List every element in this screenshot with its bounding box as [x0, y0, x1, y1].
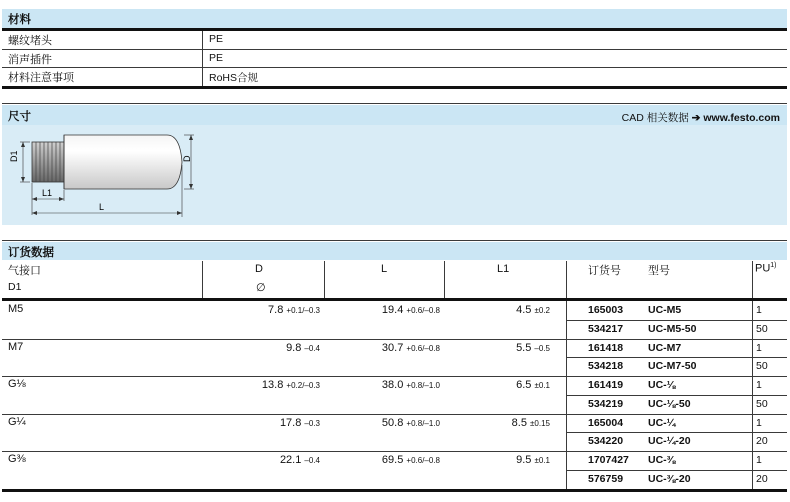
- dimension-drawing-area: [2, 125, 787, 225]
- divider: [2, 298, 787, 301]
- thread-length-value: 8.5 ±0.15: [511, 416, 550, 429]
- column-divider: [566, 451, 567, 489]
- type-code: UC-⅛: [648, 379, 676, 391]
- type-code: UC-M5: [648, 304, 682, 316]
- diameter-value: 9.8 –0.4: [286, 341, 320, 354]
- material-label: 螺纹堵头: [8, 35, 52, 47]
- column-divider: [566, 301, 567, 339]
- pack-unit: 20: [756, 435, 768, 447]
- cad-text: CAD 相关数据: [621, 112, 689, 124]
- divider: [2, 28, 787, 31]
- divider: [2, 414, 787, 415]
- type-code: UC-¼-20: [648, 435, 691, 447]
- column-divider: [566, 261, 567, 298]
- diameter-value: 17.8 –0.3: [279, 416, 320, 429]
- column-header-l1: L1: [497, 263, 510, 275]
- divider: [566, 320, 787, 321]
- column-divider: [324, 261, 325, 298]
- divider: [2, 489, 787, 492]
- divider: [2, 451, 787, 452]
- ordering-title: 订货数据: [8, 247, 54, 259]
- divider: [2, 240, 787, 241]
- l-label: L: [99, 202, 105, 212]
- column-divider: [752, 339, 753, 377]
- material-value: PE: [209, 33, 224, 45]
- column-divider: [752, 414, 753, 452]
- port-size: M5: [8, 303, 24, 315]
- ordering-header: [2, 242, 787, 260]
- column-header-part-no: 订货号: [588, 265, 621, 277]
- length-value: 38.0 +0.8/–1.0: [381, 379, 440, 391]
- part-number: 161419: [588, 379, 624, 391]
- l1-label: L1: [42, 188, 53, 198]
- arrow-right-icon: ➔: [691, 112, 701, 124]
- port-size: G¼: [8, 415, 26, 428]
- part-number: 576759: [588, 472, 624, 485]
- thread-length-value: 4.5 ±0.2: [516, 304, 550, 316]
- part-number: 165003: [588, 304, 624, 316]
- diameter-value: 7.8 +0.1/–0.3: [268, 304, 320, 316]
- column-header-pu: PU$^{1)}$: [755, 262, 777, 275]
- divider: [566, 432, 787, 433]
- type-code: UC-⅜: [648, 454, 676, 466]
- material-label: 材料注意事项: [8, 72, 74, 84]
- column-header-l: L: [381, 263, 388, 275]
- diameter-icon: ∅: [256, 282, 266, 294]
- dimensions-title: 尺寸: [8, 111, 31, 123]
- column-divider: [202, 31, 203, 86]
- column-divider: [566, 339, 567, 377]
- d1-label: D1: [9, 150, 19, 162]
- part-number: 1707427: [588, 454, 629, 466]
- divider: [2, 49, 787, 50]
- materials-header: [2, 9, 787, 28]
- column-header-port: 气接口: [8, 265, 41, 277]
- divider: [2, 376, 787, 377]
- column-header-d: D: [255, 263, 263, 275]
- part-number: 534217: [588, 322, 624, 335]
- d-label: D: [182, 155, 192, 162]
- pack-unit: 50: [756, 322, 768, 335]
- type-code: UC-M7-50: [648, 360, 697, 372]
- material-value: RoHS合规: [209, 72, 259, 84]
- materials-title: 材料: [8, 14, 31, 26]
- column-divider: [752, 301, 753, 339]
- length-value: 50.8 +0.8/–1.0: [381, 416, 440, 429]
- column-header-port-sub: D1: [8, 281, 22, 293]
- pack-unit: 50: [756, 397, 768, 410]
- type-code: UC-⅛-50: [648, 397, 691, 410]
- cad-url: www.festo.com: [703, 112, 780, 124]
- type-code: UC-M5-50: [648, 322, 697, 335]
- column-divider: [752, 261, 753, 298]
- pack-unit: 1: [756, 341, 762, 354]
- length-value: 69.5 +0.6/–0.8: [381, 454, 440, 466]
- port-size: M7: [8, 340, 24, 353]
- column-header-type: 型号: [648, 265, 670, 277]
- type-code: UC-¼: [648, 416, 676, 429]
- material-value: PE: [209, 52, 224, 64]
- divider: [566, 357, 787, 358]
- column-divider: [752, 451, 753, 489]
- length-value: 30.7 +0.6/–0.8: [381, 341, 440, 354]
- part-number: 534220: [588, 435, 624, 447]
- divider: [2, 86, 787, 89]
- port-size: G⅜: [8, 453, 26, 465]
- material-label: 消声插件: [8, 54, 52, 66]
- type-code: UC-⅜-20: [648, 472, 691, 485]
- column-divider: [444, 261, 445, 298]
- part-number: 534218: [588, 360, 624, 372]
- divider: [2, 339, 787, 340]
- column-divider: [752, 376, 753, 414]
- part-number: 161418: [588, 341, 624, 354]
- part-number: 165004: [588, 416, 624, 429]
- divider: [2, 67, 787, 68]
- technical-drawing: [2, 125, 212, 225]
- thread-length-value: 9.5 ±0.1: [516, 454, 550, 466]
- pack-unit: 1: [756, 416, 762, 429]
- cad-download-link[interactable]: [622, 110, 780, 125]
- column-divider: [566, 414, 567, 452]
- column-divider: [202, 261, 203, 298]
- type-code: UC-M7: [648, 341, 682, 354]
- pack-unit: 1: [756, 454, 762, 466]
- part-number: 534219: [588, 397, 624, 410]
- thread-length-value: 6.5 ±0.1: [516, 379, 550, 391]
- thread-length-value: 5.5 –0.5: [516, 341, 550, 354]
- divider: [566, 395, 787, 396]
- diameter-value: 13.8 +0.2/–0.3: [261, 379, 320, 391]
- divider: [2, 103, 787, 104]
- length-value: 19.4 +0.6/–0.8: [381, 304, 440, 316]
- pack-unit: 50: [756, 360, 768, 372]
- divider: [566, 470, 787, 471]
- pack-unit: 1: [756, 304, 762, 316]
- pack-unit: 1: [756, 379, 762, 391]
- port-size: G⅛: [8, 378, 26, 390]
- diameter-value: 22.1 –0.4: [279, 454, 320, 466]
- pack-unit: 20: [756, 472, 768, 485]
- column-divider: [566, 376, 567, 414]
